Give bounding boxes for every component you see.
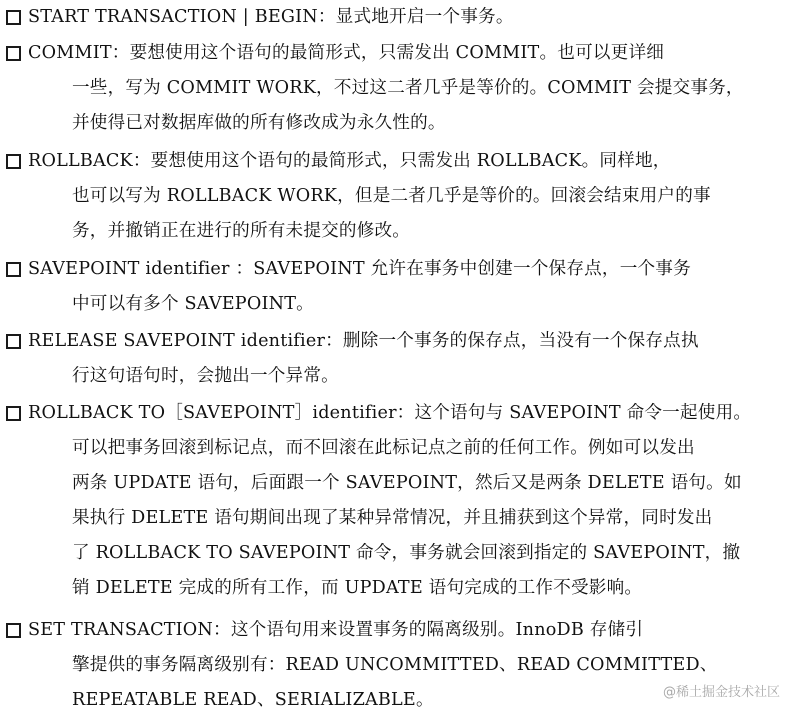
- item-text-line: RELEASE SAVEPOINT identifier：删除一个事务的保存点，当没有一个保存点执: [28, 331, 699, 351]
- watermark: @稀土掘金技术社区: [662, 685, 780, 700]
- item-text-line: 销 DELETE 完成的所有工作，而 UPDATE 语句完成的工作不受影响。: [72, 578, 643, 598]
- item-text-line: 了 ROLLBACK TO SAVEPOINT 命令，事务就会回滚到指定的 SAVEPOINT，撤: [72, 543, 741, 563]
- item-text-line: START TRANSACTION | BEGIN：显式地开启一个事务。: [28, 7, 514, 27]
- checkbox-icon: [6, 623, 21, 638]
- item-text-line: SAVEPOINT identifier ：SAVEPOINT 允许在事务中创建一个保存点，一个事务: [28, 259, 691, 279]
- item-text-line: SET TRANSACTION：这个语句用来设置事务的隔离级别。InnoDB 存储引: [28, 620, 644, 640]
- item-text-line: 果执行 DELETE 语句期间出现了某种异常情况，并且捕获到这个异常，同时发出: [72, 508, 713, 528]
- item-text-line: 可以把事务回滚到标记点，而不回滚在此标记点之前的任何工作。例如可以发出: [72, 438, 695, 458]
- checkbox-icon: [6, 10, 21, 25]
- item-text-line: ROLLBACK：要想使用这个语句的最简形式，只需发出 ROLLBACK。同样地，: [28, 151, 671, 171]
- item-text-line: 也可以写为 ROLLBACK WORK，但是二者几乎是等价的。回滚会结束用户的事: [72, 186, 711, 206]
- item-text-line: ROLLBACK TO［SAVEPOINT］identifier：这个语句与 SAVEPOINT 命令一起使用。: [28, 403, 752, 423]
- item-text-line: 并使得已对数据库做的所有修改成为永久性的。: [72, 113, 446, 133]
- item-text-line: 行这句语句时，会抛出一个异常。: [72, 366, 339, 386]
- item-text-line: 一些，写为 COMMIT WORK，不过这二者几乎是等价的。COMMIT 会提交事务，: [72, 78, 744, 98]
- item-text-line: REPEATABLE READ、SERIALIZABLE。: [72, 690, 434, 710]
- checkbox-icon: [6, 262, 21, 277]
- checkbox-icon: [6, 154, 21, 169]
- item-text-line: 中可以有多个 SAVEPOINT。: [72, 294, 314, 314]
- checkbox-icon: [6, 334, 21, 349]
- checkbox-icon: [6, 406, 21, 421]
- item-text-line: 务，并撤销正在进行的所有未提交的修改。: [72, 221, 411, 241]
- checkbox-icon: [6, 46, 21, 61]
- item-text-line: COMMIT：要想使用这个语句的最简形式，只需发出 COMMIT。也可以更详细: [28, 43, 665, 63]
- item-text-line: 两条 UPDATE 语句，后面跟一个 SAVEPOINT，然后又是两条 DELETE 语句。如: [72, 473, 742, 493]
- item-text-line: 擎提供的事务隔离级别有：READ UNCOMMITTED、READ COMMITTED、: [72, 655, 718, 675]
